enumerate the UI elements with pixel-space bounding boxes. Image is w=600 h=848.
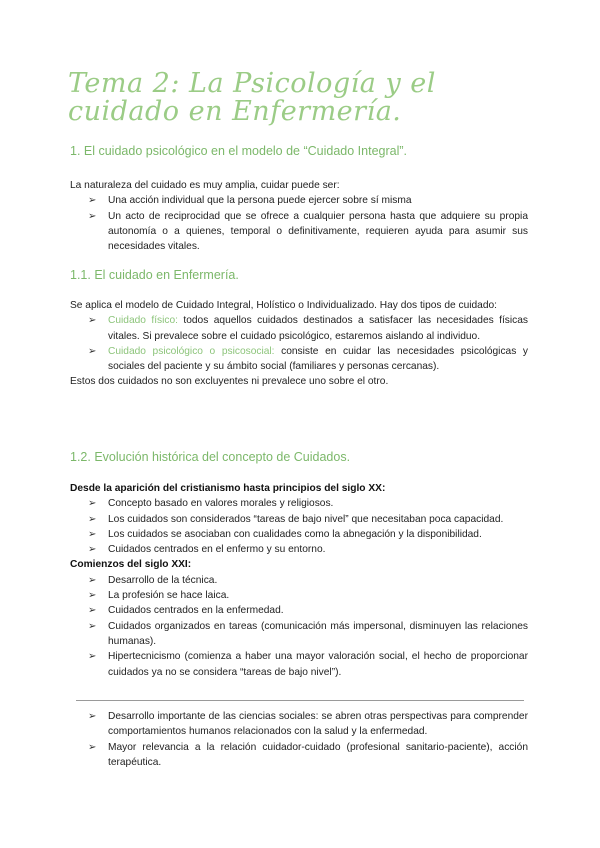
page-title: Tema 2: La Psicología y el cuidado en Enfermería. — [68, 68, 436, 127]
section-1-1-intro: Se aplica el modelo de Cuidado Integral, Holístico o Individualizado. Hay dos tipos de cuidado: — [70, 300, 498, 311]
period-2-list-continued — [70, 709, 528, 770]
section-1-heading: 1. El cuidado psicológico en el modelo de “Cuidado Integral”. — [70, 144, 408, 158]
arrow-bullet-icon: ➢ — [88, 711, 97, 722]
arrow-bullet-icon: ➢ — [88, 651, 97, 663]
term-label: Cuidado psicológico o psicosocial: — [108, 345, 275, 357]
term-label: Cuidado físico: — [108, 315, 178, 327]
list-item: ➢ Concepto basado en valores morales y religiosos. — [70, 496, 528, 511]
arrow-bullet-icon: ➢ — [88, 513, 97, 525]
list-item: ➢ Cuidados centrados en el enfermo y su entorno. — [70, 542, 528, 557]
list-item: ➢ Desarrollo importante de las ciencias sociales: se abren otras perspectivas para comprender comportamientos humanos relacionados con la salud y la enfermedad. — [88, 711, 528, 738]
section-1-1-body — [70, 298, 528, 390]
list-item: ➢ Mayor relevancia a la relación cuidador-cuidado (profesional sanitario-paciente), acción terapéutica. — [88, 741, 528, 768]
arrow-bullet-icon: ➢ — [88, 544, 97, 556]
list-item: ➢ Cuidados centrados en la enfermedad. — [70, 603, 528, 618]
period-heading: Comienzos del siglo XXI: — [70, 559, 192, 571]
arrow-bullet-icon: ➢ — [88, 620, 97, 632]
section-1-1-heading: 1.1. El cuidado en Enfermería. — [70, 268, 239, 282]
section-1-2-heading: 1.2. Evolución histórica del concepto de Cuidados. — [70, 450, 351, 464]
list-item: ➢ Los cuidados se asociaban con cualidades como la abnegación y la disponibilidad. — [70, 527, 528, 542]
arrow-bullet-icon: ➢ — [88, 315, 97, 327]
section-1-2-continued — [70, 709, 528, 770]
section-1-1-outro: Estos dos cuidados no son excluyentes ni prevalece uno sobre el otro. — [70, 376, 389, 388]
list-item: ➢ Cuidados organizados en tareas (comunicación más impersonal, disminuyen las relaciones humanas). — [88, 620, 528, 647]
arrow-bullet-icon: ➢ — [88, 210, 97, 222]
list-item: ➢ Hipertecnicismo (comienza a haber una mayor valoración social, el hecho de proporcionar cuidados ya no se considera “tareas de bajo nivel”). — [88, 651, 528, 678]
section-1-2-body — [70, 481, 528, 680]
section-1-1-list — [70, 313, 528, 374]
arrow-bullet-icon: ➢ — [88, 498, 97, 510]
arrow-bullet-icon: ➢ — [88, 605, 97, 617]
arrow-bullet-icon: ➢ — [88, 345, 97, 357]
period-2-list — [70, 573, 528, 680]
list-item: ➢ Cuidado psicológico o psicosocial: consiste en cuidar las necesidades psicológicas y sociales del paciente y su ámbito social (familiares y personas cercanas). — [88, 345, 528, 373]
divider — [76, 700, 524, 701]
arrow-bullet-icon: ➢ — [88, 528, 97, 540]
list-item: ➢ Los cuidados son considerados “tareas de bajo nivel” que necesitaban poca capacidad. — [70, 512, 528, 527]
arrow-bullet-icon: ➢ — [88, 195, 97, 207]
list-item: ➢ Una acción individual que la persona puede ejercer sobre sí misma — [70, 193, 528, 208]
list-item: ➢ Desarrollo de la técnica. — [70, 573, 528, 588]
list-item: ➢ Cuidado físico: todos aquellos cuidados destinados a satisfacer las necesidades físicas vitales. Si prevalece sobre el cuidado psicológico, estaremos aislando al individuo. — [88, 315, 529, 342]
period-heading: Desde la aparición del cristianismo hasta principios del siglo XX: — [70, 483, 386, 494]
section-1-body — [70, 178, 528, 254]
arrow-bullet-icon: ➢ — [88, 741, 97, 753]
arrow-bullet-icon: ➢ — [88, 590, 97, 602]
period-1-list — [70, 496, 528, 557]
section-1-list — [70, 193, 528, 254]
list-item: ➢ La profesión se hace laica. — [70, 588, 528, 603]
arrow-bullet-icon: ➢ — [88, 574, 97, 586]
section-1-intro: La naturaleza del cuidado es muy amplia, cuidar puede ser: — [70, 180, 340, 191]
list-item: ➢ Un acto de reciprocidad que se ofrece a cualquier persona hasta que adquiere su propia autonomía o a quienes, temporal o definitivamente, requieren ayuda para asumir sus necesidades vitales. — [88, 210, 528, 253]
